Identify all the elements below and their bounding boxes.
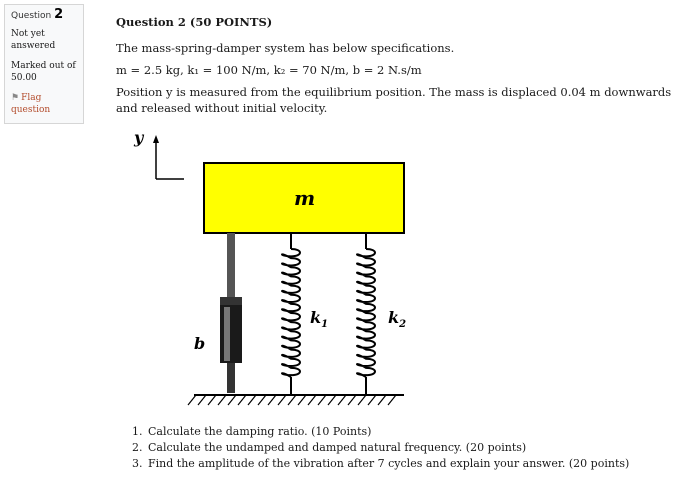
ground-hatch-line bbox=[378, 395, 386, 405]
damper bbox=[194, 233, 242, 393]
y-axis-indicator bbox=[133, 128, 184, 179]
k2-label: $k_2$ bbox=[388, 308, 407, 330]
ground-hatch-line bbox=[318, 395, 326, 405]
task-item: 1. Calculate the damping ratio. (10 Points) bbox=[146, 424, 629, 440]
answer-status: Not yet answered bbox=[11, 29, 56, 51]
ground-hatch-line bbox=[358, 395, 366, 405]
task-list bbox=[118, 424, 629, 472]
question-word: Question bbox=[11, 11, 52, 21]
damper-label: b bbox=[194, 334, 206, 353]
task-item: 2. Calculate the undamped and damped natural frequency. (20 points) bbox=[146, 440, 629, 456]
ground-hatch-line bbox=[388, 395, 396, 405]
k1-label: $k_1$ bbox=[310, 308, 329, 330]
marked-value: 50.00 bbox=[11, 73, 37, 83]
spring-k1 bbox=[282, 233, 328, 395]
ground-hatch-line bbox=[348, 395, 356, 405]
ground-hatch-line bbox=[218, 395, 226, 405]
ground-hatch-line bbox=[208, 395, 216, 405]
ground-hatch-line bbox=[238, 395, 246, 405]
question-specs: m = 2.5 kg, k₁ = 100 N/m, k₂ = 70 N/m, b = 2 N.s/m bbox=[116, 63, 422, 77]
ground-hatch-line bbox=[198, 395, 206, 405]
question-number-label bbox=[11, 9, 77, 22]
question-content bbox=[116, 10, 686, 116]
mass-spring-damper-figure bbox=[116, 119, 430, 411]
flag-question-link[interactable] bbox=[11, 92, 77, 116]
question-number: 2 bbox=[54, 7, 64, 22]
question-intro: The mass-spring-damper system has below specifications. bbox=[116, 41, 455, 55]
flag-label: Flag question bbox=[11, 93, 51, 115]
ground-hatch-line bbox=[258, 395, 266, 405]
question-description: Position y is measured from the equilibrium position. The mass is displaced 0.04 m downwards and released without initial velocity. bbox=[116, 85, 672, 115]
ground-hatch-line bbox=[248, 395, 256, 405]
ground-hatch-line bbox=[308, 395, 316, 405]
ground-hatch-line bbox=[268, 395, 276, 405]
spring-k2 bbox=[357, 233, 406, 395]
ground-hatch-line bbox=[278, 395, 286, 405]
flag-icon: ⚑ bbox=[11, 93, 20, 103]
ground-hatch-line bbox=[328, 395, 336, 405]
ground-hatch-line bbox=[298, 395, 306, 405]
mass-label: m bbox=[294, 186, 316, 210]
task-item: 3. Find the amplitude of the vibration after 7 cycles and explain your answer. (20 points) bbox=[146, 456, 629, 472]
ground bbox=[188, 395, 404, 405]
question-title: Question 2 (50 POINTS) bbox=[116, 15, 273, 29]
system-diagram bbox=[116, 119, 430, 411]
ground-hatch-line bbox=[368, 395, 376, 405]
ground-hatch-line bbox=[288, 395, 296, 405]
ground-hatch-line bbox=[188, 395, 196, 405]
ground-hatch-line bbox=[228, 395, 236, 405]
question-info-panel bbox=[4, 4, 84, 124]
y-label: y bbox=[134, 128, 144, 147]
marked-out-of bbox=[11, 60, 77, 84]
ground-hatch-line bbox=[338, 395, 346, 405]
marked-label: Marked out of bbox=[11, 61, 76, 71]
